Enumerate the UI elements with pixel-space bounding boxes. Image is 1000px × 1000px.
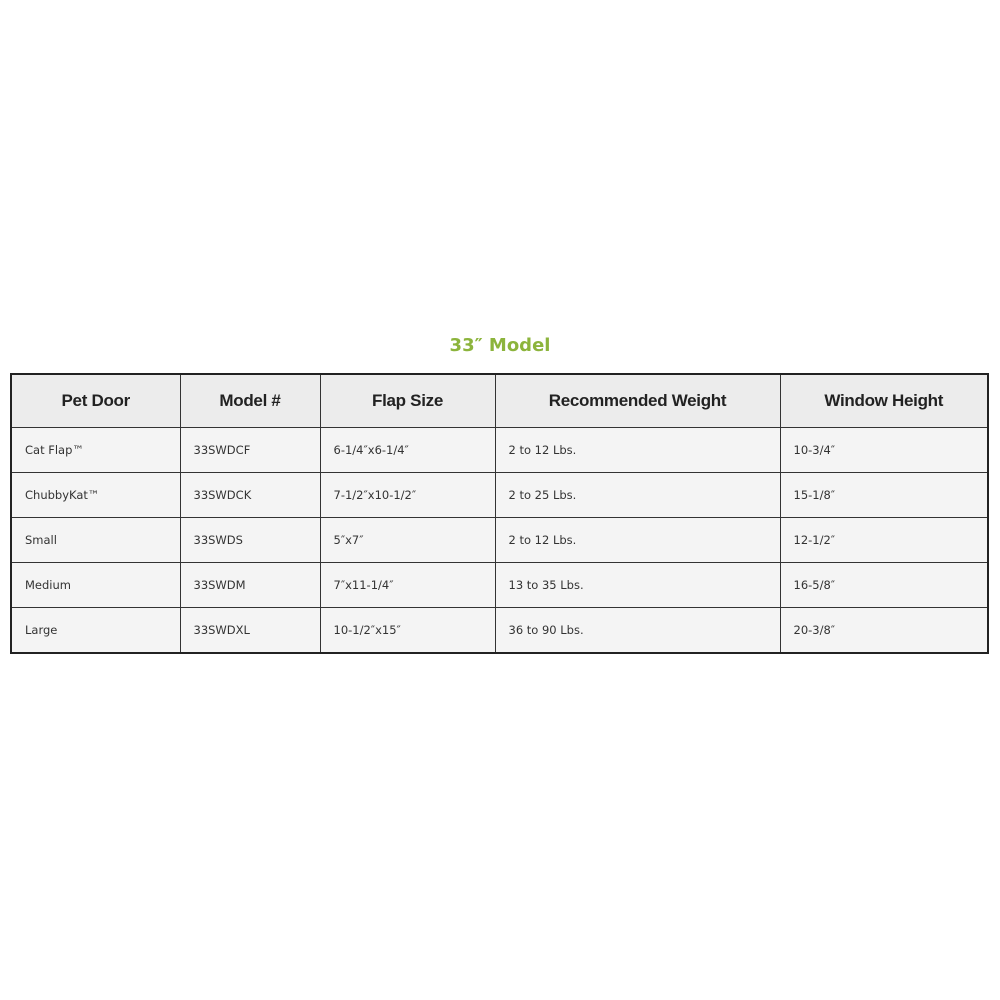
header-recommended-weight: Recommended Weight xyxy=(495,374,780,428)
cell-model-number: 33SWDXL xyxy=(180,608,320,654)
cell-model-number: 33SWDS xyxy=(180,518,320,563)
cell-recommended-weight: 2 to 12 Lbs. xyxy=(495,428,780,473)
cell-model-number: 33SWDCK xyxy=(180,473,320,518)
cell-model-number: 33SWDCF xyxy=(180,428,320,473)
table-header-row xyxy=(11,374,988,428)
cell-pet-door: Cat Flap™ xyxy=(11,428,180,473)
cell-recommended-weight: 2 to 25 Lbs. xyxy=(495,473,780,518)
cell-window-height: 10-3/4″ xyxy=(780,428,988,473)
header-window-height: Window Height xyxy=(780,374,988,428)
cell-pet-door: Large xyxy=(11,608,180,654)
cell-window-height: 12-1/2″ xyxy=(780,518,988,563)
cell-pet-door: ChubbyKat™ xyxy=(11,473,180,518)
cell-pet-door: Small xyxy=(11,518,180,563)
cell-window-height: 16-5/8″ xyxy=(780,563,988,608)
cell-pet-door: Medium xyxy=(11,563,180,608)
cell-flap-size: 7″x11-1/4″ xyxy=(320,563,495,608)
cell-recommended-weight: 2 to 12 Lbs. xyxy=(495,518,780,563)
cell-recommended-weight: 13 to 35 Lbs. xyxy=(495,563,780,608)
table-row xyxy=(11,473,988,518)
header-model-number: Model # xyxy=(180,374,320,428)
spec-table xyxy=(10,373,989,654)
cell-window-height: 20-3/8″ xyxy=(780,608,988,654)
cell-recommended-weight: 36 to 90 Lbs. xyxy=(495,608,780,654)
cell-model-number: 33SWDM xyxy=(180,563,320,608)
cell-flap-size: 5″x7″ xyxy=(320,518,495,563)
table-row xyxy=(11,608,988,654)
table-row xyxy=(11,428,988,473)
cell-flap-size: 7-1/2″x10-1/2″ xyxy=(320,473,495,518)
table-row xyxy=(11,518,988,563)
cell-window-height: 15-1/8″ xyxy=(780,473,988,518)
page-title: 33″ Model xyxy=(449,335,551,356)
cell-flap-size: 6-1/4″x6-1/4″ xyxy=(320,428,495,473)
table-row xyxy=(11,563,988,608)
header-flap-size: Flap Size xyxy=(320,374,495,428)
header-pet-door: Pet Door xyxy=(11,374,180,428)
cell-flap-size: 10-1/2″x15″ xyxy=(320,608,495,654)
